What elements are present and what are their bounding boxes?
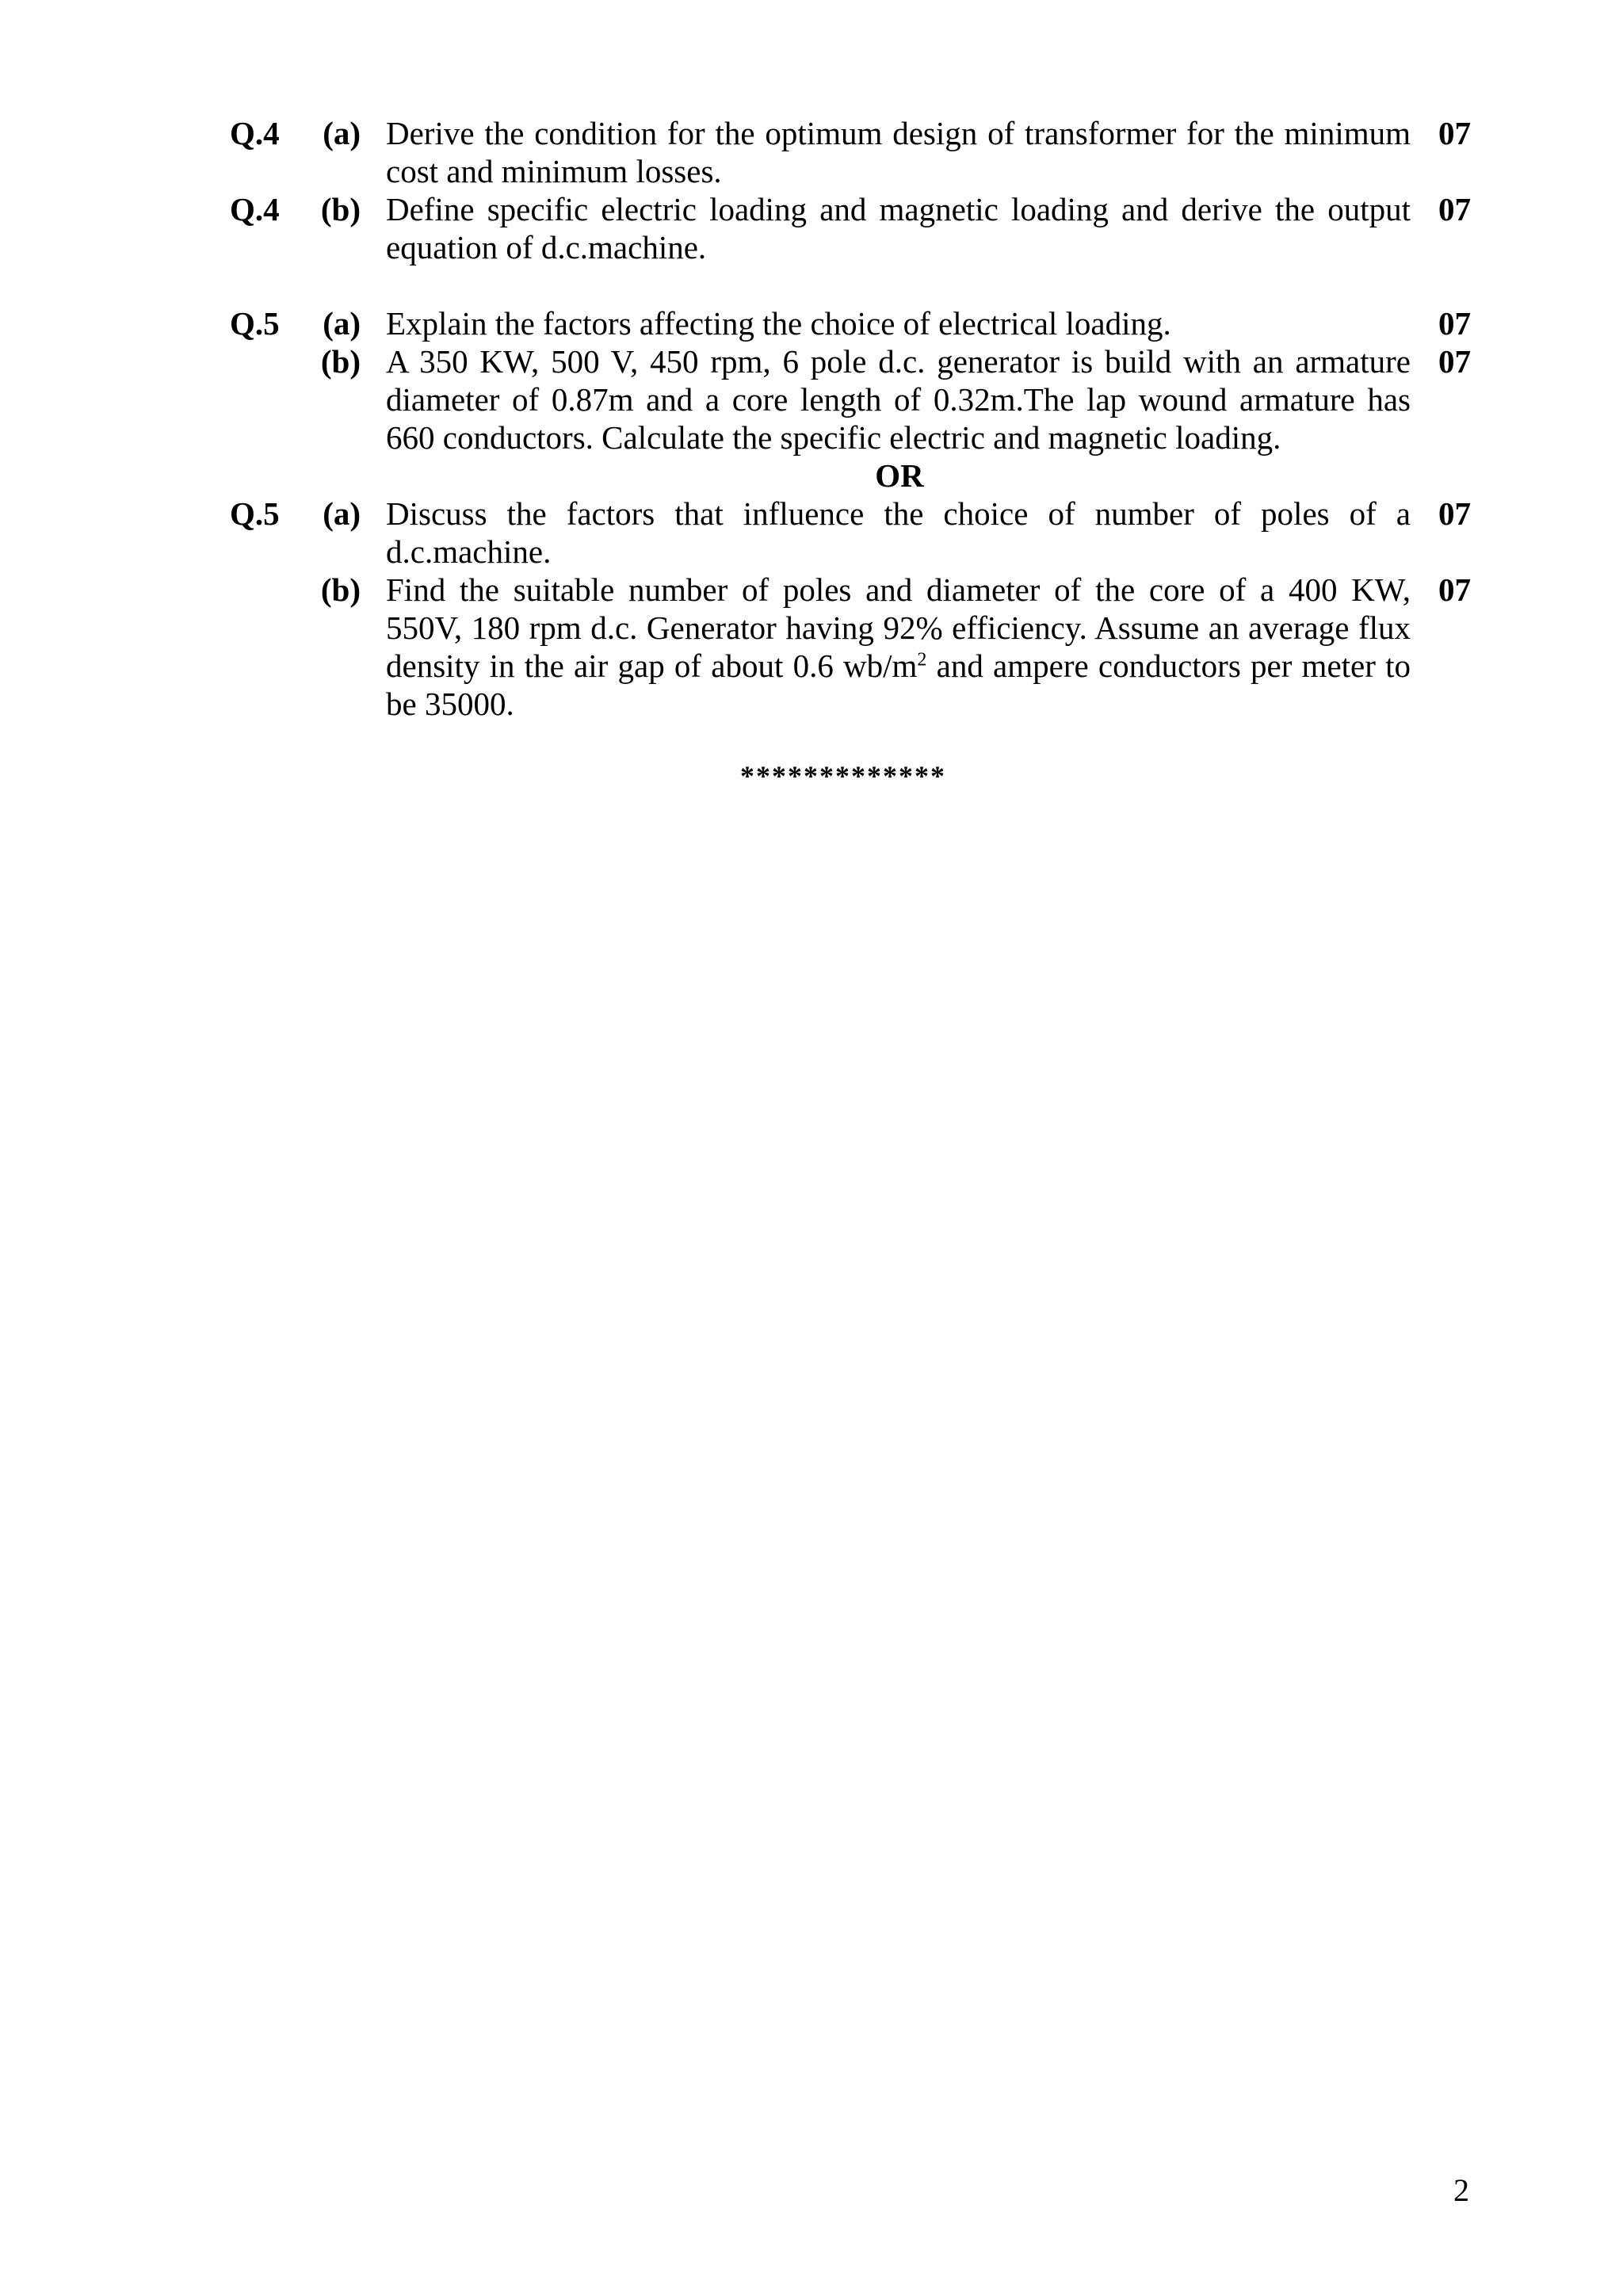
page-number: 2: [1453, 2172, 1469, 2208]
question-text: Discuss the factors that influence the choice of number of poles of a d.c.machine.: [386, 495, 1411, 570]
question-part: (a): [323, 115, 361, 151]
question-text-after-superscript: and ampere conductors per meter to be 35000.: [386, 648, 1411, 722]
question-part: (b): [320, 191, 361, 227]
question-text: A 350 KW, 500 V, 450 rpm, 6 pole d.c. generator is build with an armature diameter of 0.87m and a core length of 0.32m.The lap wound armature has 660 conductors. Calculate the specific electric and magnetic loading.: [386, 343, 1411, 456]
question-marks: 07: [1438, 495, 1471, 532]
question-part: (b): [320, 571, 361, 608]
question-marks: 07: [1438, 191, 1471, 227]
superscript-exponent: 2: [917, 649, 927, 670]
question-marks: 07: [1438, 571, 1471, 608]
question-number: Q.4: [230, 115, 280, 151]
question-text: Explain the factors affecting the choice of electrical loading.: [386, 305, 1171, 342]
question-text-before-superscript: Find the suitable number of poles and diameter of the core of a 400 KW, 550V, 180 rpm d.c. Generator having 92% efficiency. Assume an average flux density in the air gap of about 0.6 wb/m: [386, 571, 1411, 684]
question-number: Q.4: [230, 191, 280, 227]
question-part: (a): [323, 305, 361, 342]
question-text: Define specific electric loading and magnetic loading and derive the output equation of d.c.machine.: [386, 191, 1411, 266]
question-text: Derive the condition for the optimum design of transformer for the minimum cost and minimum losses.: [386, 115, 1411, 189]
question-marks: 07: [1438, 115, 1471, 151]
question-number: Q.5: [230, 495, 280, 532]
or-separator: OR: [875, 457, 924, 494]
question-marks: 07: [1438, 305, 1471, 342]
question-text: [386, 571, 1411, 723]
question-marks: 07: [1438, 343, 1471, 380]
question-part: (b): [320, 343, 361, 380]
end-of-paper-marker: *************: [740, 760, 946, 792]
question-number: Q.5: [230, 305, 280, 342]
question-part: (a): [323, 495, 361, 532]
